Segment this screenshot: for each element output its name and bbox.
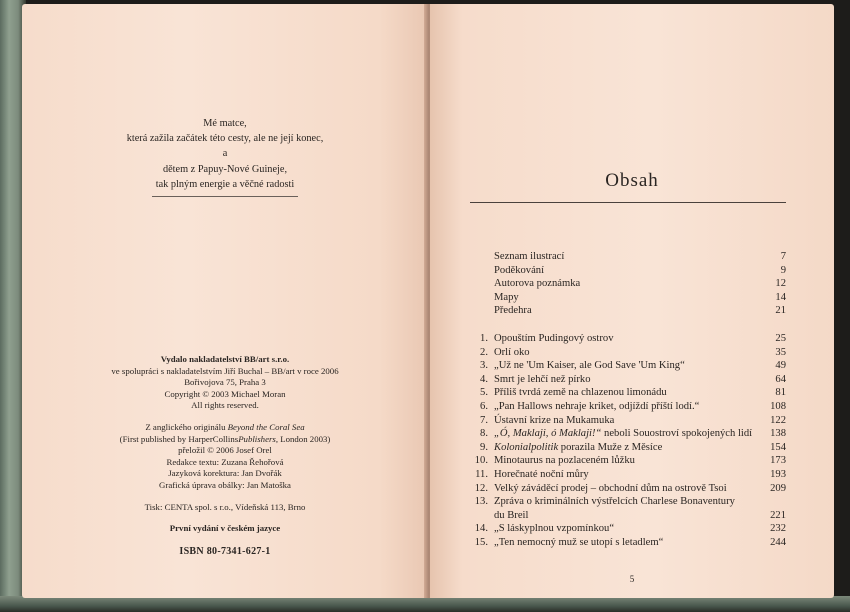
- right-page: [430, 4, 834, 598]
- toc-chapters: [470, 332, 786, 550]
- edition-line: První vydání v českém jazyce: [169, 523, 281, 534]
- toc-chapter: 15. „Ten nemocný muž se utopí s letadlem“ 244: [474, 536, 786, 548]
- publisher-line: Vydalo nakladatelství BB/art s.r.o.: [160, 354, 290, 364]
- dedication-line: dětem z Papuy-Nové Guineje,: [162, 163, 288, 175]
- toc-chapter-continuation: du Breil 221: [494, 509, 786, 521]
- toc-chapter: 2. Orlí oko 35: [480, 346, 786, 358]
- dedication: [22, 116, 428, 197]
- print-line: Tisk: CENTA spol. s r.o., Vídeňská 113, Brno: [144, 501, 306, 512]
- dedication-rule: [152, 196, 298, 197]
- toc-entry: Poděkování 9: [494, 264, 786, 276]
- book-bottom-edge: [0, 596, 850, 612]
- toc-chapter: 13. Zpráva o kriminálních výstřelcích Charlese Bonaventury: [474, 496, 735, 508]
- toc-entry: Seznam ilustrací 7: [494, 251, 786, 262]
- toc-chapter: 8. „Ó, Maklaji, ó Maklaji!“ neboli Souostroví spokojených lidí 138: [480, 428, 786, 440]
- dedication-line: tak plným energie a věčné radosti: [155, 178, 295, 190]
- toc-chapter: 1. Opouštím Pudingový ostrov 25: [480, 333, 786, 344]
- first-published-line: (First published by HarperCollinsPublishers, London 2003): [119, 433, 331, 444]
- toc-chapter: 7. Ústavní krize na Mukamuka 122: [480, 414, 786, 426]
- address-line: Bořivojova 75, Praha 3: [184, 377, 266, 388]
- copyright-line: Copyright © 2003 Michael Moran: [164, 388, 286, 399]
- page-number: 5: [629, 574, 635, 584]
- dedication-line: Mé matce,: [203, 118, 247, 129]
- toc-title: Obsah: [605, 170, 659, 191]
- editor-line: Redakce textu: Zuzana Řehořová: [166, 456, 284, 467]
- toc-chapter: 5. Příliš tvrdá země na chlazenou limonádu 81: [480, 387, 786, 399]
- toc-front-matter: [470, 250, 786, 318]
- toc-chapter: 10. Minotaurus na pozlaceném lůžku 173: [474, 455, 786, 467]
- dedication-line: a: [222, 148, 228, 160]
- original-title-line: Z anglického originálu Beyond the Coral Sea: [145, 421, 305, 432]
- toc-chapter: 11. Horečnaté noční můry 193: [475, 468, 786, 480]
- proofreading-line: Jazyková korektura: Jan Dvořák: [168, 468, 282, 479]
- translator-line: přeložil © 2006 Josef Orel: [178, 445, 272, 456]
- toc-chapter: 6. „Pan Hallows nehraje kriket, odjíždí příští lodí.“ 108: [480, 400, 786, 412]
- dedication-line: která zažila začátek této cesty, ale ne její konec,: [126, 133, 324, 145]
- toc-chapter: 4. Smrt je lehčí než pírko 64: [480, 373, 786, 385]
- coop-line: ve spolupráci s nakladatelstvím Jiří Buchal – BB/art v roce 2006: [111, 365, 339, 376]
- toc-entry: Mapy 14: [494, 291, 786, 303]
- imprint: [22, 354, 428, 557]
- toc-chapter: 3. „Už ne 'Um Kaiser, ale God Save 'Um King“ 49: [480, 360, 786, 372]
- toc-entry: Předehra 21: [494, 305, 786, 317]
- toc-chapter: 9. Kolonialpolitik porazila Muže z Měsíce 154: [480, 441, 786, 453]
- cover-design-line: Grafická úprava obálky: Jan Matoška: [159, 479, 291, 490]
- toc-entry: Autorova poznámka 12: [494, 278, 786, 290]
- rights-line: All rights reserved.: [191, 400, 259, 411]
- isbn: ISBN 80-7341-627-1: [179, 545, 271, 557]
- toc-rule: [470, 202, 786, 203]
- left-page: [22, 4, 428, 598]
- toc-chapter: 14. „S láskyplnou vzpomínkou“ 232: [474, 523, 786, 535]
- toc-chapter: 12. Velký záváděcí prodej – obchodní dům na ostrově Tsoi 209: [474, 482, 786, 494]
